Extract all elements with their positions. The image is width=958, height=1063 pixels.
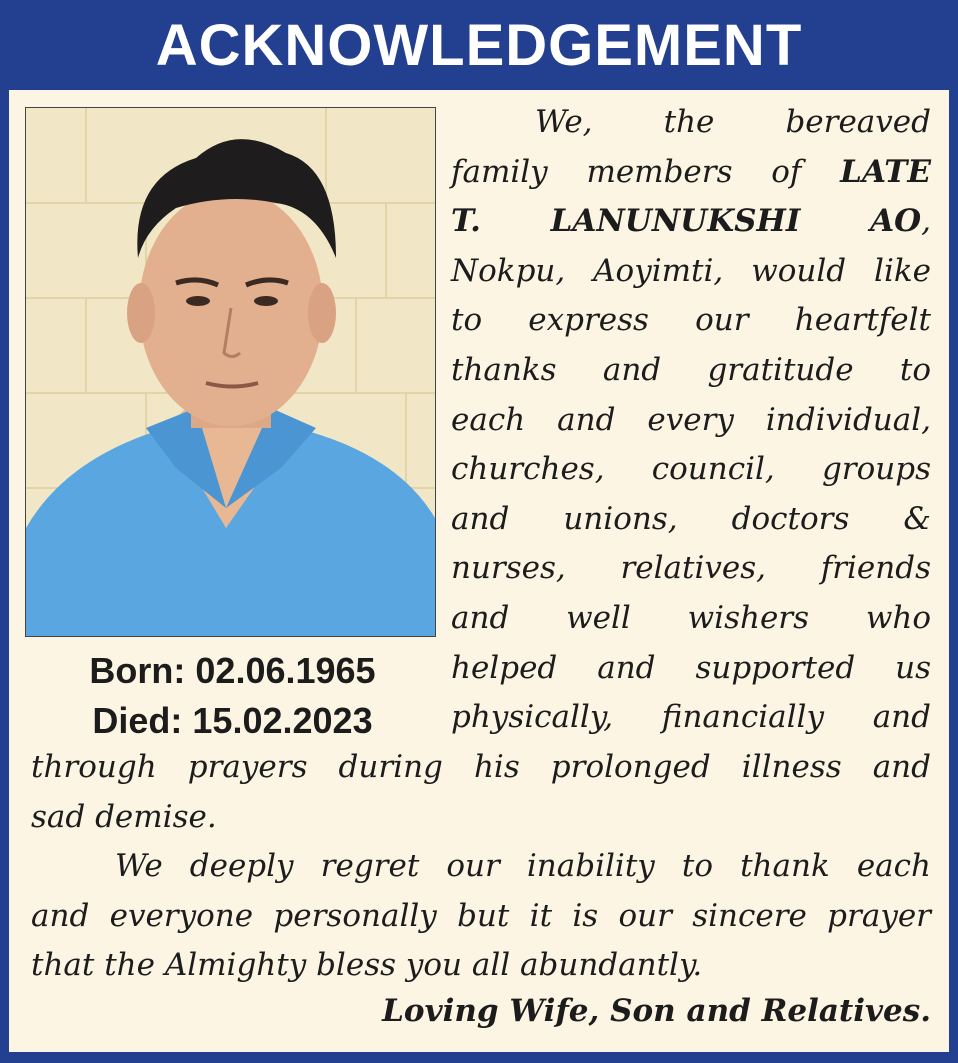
message-line: Nokpu, Aoyimti, would like: [451, 252, 931, 289]
message-line: to express our heartfelt: [451, 302, 931, 339]
message-line: T. LANUNUKSHI AO,: [451, 203, 931, 240]
message-line: thanks and gratitude to: [451, 351, 931, 388]
message-line: We deeply regret our inability to thank each: [115, 848, 931, 885]
message-line: We, the bereaved: [535, 104, 931, 140]
message-line: each and every individual,: [451, 401, 931, 438]
portrait-photo: [25, 107, 436, 637]
message-text: family members of: [451, 153, 802, 190]
message-line: nurses, relatives, friends: [451, 550, 931, 587]
message-line: that the Almighty bless you all abundantly.: [31, 947, 703, 984]
message-line: and well wishers who: [451, 599, 931, 636]
notice-title: ACKNOWLEDGEMENT: [155, 13, 803, 78]
message-full-width: [31, 743, 931, 991]
deceased-name-part1: LATE: [840, 153, 931, 190]
life-dates: [25, 646, 440, 746]
notice-panel: [9, 90, 949, 1052]
message-line: sad demise.: [31, 798, 217, 835]
deceased-name-part2: T. LANUNUKSHI AO: [451, 203, 922, 240]
message-side-column: [451, 98, 931, 743]
message-line: and everyone personally but it is our sincere prayer: [31, 897, 931, 934]
message-line: through prayers during his prolonged illness and: [31, 749, 931, 785]
portrait-illustration: [26, 108, 435, 636]
born-date: Born: 02.06.1965: [89, 650, 376, 691]
died-date: Died: 15.02.2023: [92, 700, 373, 741]
message-line: helped and supported us: [451, 649, 931, 686]
message-line: [451, 148, 931, 198]
message-line: physically, financially and: [451, 699, 931, 736]
message-line: and unions, doctors &: [451, 500, 931, 537]
signature: Loving Wife, Son and Relatives.: [382, 993, 931, 1029]
message-line: churches, council, groups: [451, 451, 931, 488]
